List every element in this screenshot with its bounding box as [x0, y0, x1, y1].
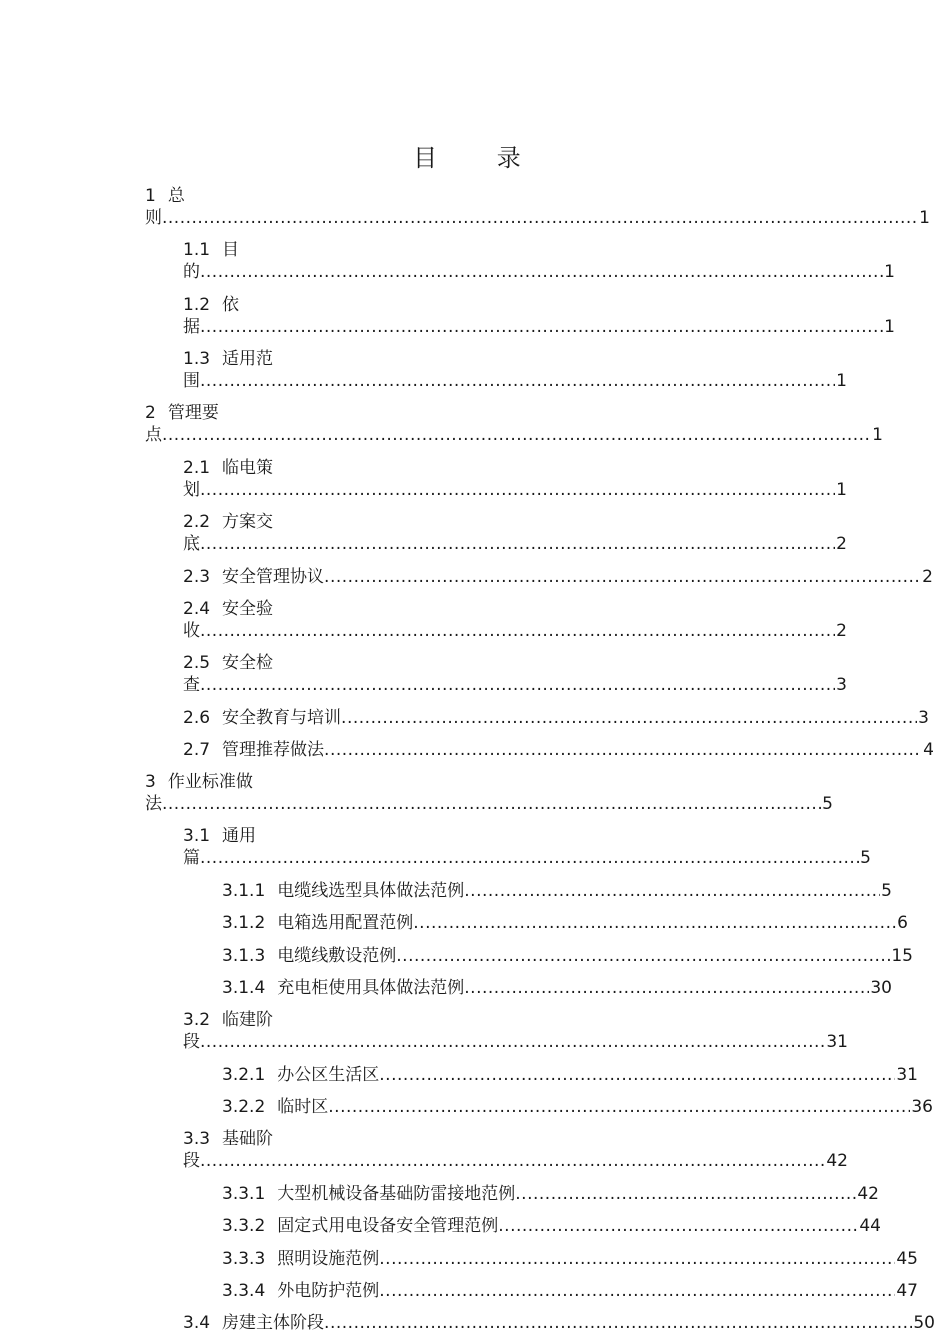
toc-entry-title: 通用	[222, 826, 257, 846]
toc-entry-title-cont: 点	[145, 425, 162, 445]
toc-entry-page: 5	[822, 794, 833, 814]
toc-entry-number: 2.4	[183, 599, 211, 619]
toc-entry-title-cont: 据	[183, 317, 200, 337]
toc-entry-title-cont: 查	[183, 675, 200, 695]
toc-entry-page: 5	[881, 881, 892, 901]
toc-entry-3-3-2[interactable]	[222, 1215, 881, 1237]
toc-entry-3-2-2[interactable]	[222, 1096, 933, 1118]
dot-leader	[162, 207, 918, 229]
toc-entry-page: 1	[919, 208, 930, 228]
toc-entry-2-6[interactable]	[183, 707, 929, 729]
dot-leader	[498, 1215, 858, 1237]
toc-entry-3-1-3[interactable]	[222, 945, 913, 967]
dot-leader	[464, 977, 869, 999]
toc-entry-1-2[interactable]	[183, 294, 895, 338]
toc-entry-page: 6	[897, 913, 908, 933]
dot-leader	[200, 620, 835, 642]
dot-leader	[200, 316, 883, 338]
toc-entry-title: 照明设施范例	[277, 1249, 380, 1269]
toc-entry-page: 31	[896, 1065, 918, 1085]
toc-entry-number: 3.3.4	[222, 1281, 266, 1301]
dot-leader	[515, 1183, 856, 1205]
toc-entry-title: 总	[167, 186, 185, 206]
toc-entry-3-1-4[interactable]	[222, 977, 892, 999]
toc-entry-title: 管理推荐做法	[222, 740, 325, 760]
toc-entry-number: 3.3.2	[222, 1216, 266, 1236]
toc-entry-title: 办公区生活区	[277, 1065, 380, 1085]
toc-entry-title-cont: 围	[183, 371, 200, 391]
toc-entry-title: 大型机械设备基础防雷接地范例	[277, 1184, 516, 1204]
toc-entry-number: 2.6	[183, 708, 211, 728]
toc-entry-number: 3.1	[183, 826, 211, 846]
toc-entry-number: 2.2	[183, 512, 211, 532]
toc-entry-1[interactable]	[145, 185, 930, 229]
toc-entry-title: 电箱选用配置范例	[277, 913, 414, 933]
toc-entry-title: 安全管理协议	[222, 567, 325, 587]
toc-entry-title: 临电策	[222, 458, 274, 478]
toc-title: 目 录	[413, 144, 547, 172]
toc-entry-title: 适用范	[222, 349, 274, 369]
dot-leader	[162, 793, 821, 815]
dot-leader	[162, 424, 871, 446]
toc-entry-2-4[interactable]	[183, 598, 847, 642]
toc-entry-2-1[interactable]	[183, 457, 847, 501]
toc-entry-title: 临时区	[277, 1097, 329, 1117]
toc-entry-page: 2	[836, 534, 847, 554]
toc-entry-3-3-1[interactable]	[222, 1183, 879, 1205]
toc-entry-title: 房建主体阶段	[222, 1313, 325, 1333]
toc-entry-page: 50	[913, 1313, 935, 1333]
toc-entry-number: 3.2.2	[222, 1097, 266, 1117]
dot-leader	[379, 1064, 895, 1086]
toc-entry-title-cont: 底	[183, 534, 200, 554]
toc-entry-title: 安全验	[222, 599, 274, 619]
toc-entry-number: 3	[145, 772, 156, 792]
toc-entry-title: 安全检	[222, 653, 274, 673]
dot-leader	[324, 566, 921, 588]
toc-entry-number: 2.5	[183, 653, 211, 673]
toc-entry-number: 3.1.1	[222, 881, 266, 901]
toc-entry-number: 3.1.4	[222, 978, 266, 998]
dot-leader	[396, 945, 890, 967]
toc-entry-number: 3.3.3	[222, 1249, 266, 1269]
toc-entry-3-1-1[interactable]	[222, 880, 892, 902]
dot-leader	[200, 847, 859, 869]
toc-entry-title: 方案交	[222, 512, 274, 532]
toc-entry-2-7[interactable]	[183, 739, 934, 761]
toc-entry-3-1-2[interactable]	[222, 912, 908, 934]
toc-entry-3-4[interactable]	[183, 1312, 935, 1334]
dot-leader	[200, 533, 835, 555]
dot-leader	[341, 707, 917, 729]
toc-entry-page: 1	[872, 425, 883, 445]
toc-entry-title-cont: 划	[183, 480, 200, 500]
toc-entry-title-cont: 段	[183, 1032, 200, 1052]
toc-entry-title: 安全教育与培训	[222, 708, 342, 728]
toc-entry-3-3-3[interactable]	[222, 1248, 918, 1270]
toc-entry-number: 3.1.3	[222, 946, 266, 966]
dot-leader	[200, 261, 883, 283]
toc-entry-title: 电缆线敷设范例	[277, 946, 397, 966]
dot-leader	[328, 1096, 910, 1118]
dot-leader	[379, 1248, 895, 1270]
toc-entry-1-3[interactable]	[183, 348, 847, 392]
toc-entry-number: 3.1.2	[222, 913, 266, 933]
toc-entry-title: 管理要	[167, 403, 219, 423]
toc-entry-title-cont: 篇	[183, 848, 200, 868]
toc-entry-3-3-4[interactable]	[222, 1280, 918, 1302]
toc-entry-number: 1.1	[183, 240, 211, 260]
toc-entry-title-cont: 法	[145, 794, 162, 814]
toc-entry-page: 1	[836, 371, 847, 391]
toc-entry-page: 4	[923, 740, 934, 760]
dot-leader	[413, 912, 896, 934]
toc-entry-3-2-1[interactable]	[222, 1064, 918, 1086]
toc-entry-page: 1	[884, 317, 895, 337]
dot-leader	[324, 1312, 912, 1334]
dot-leader	[200, 370, 835, 392]
toc-entry-title: 电缆线选型具体做法范例	[277, 881, 465, 901]
toc-entry-page: 30	[870, 978, 892, 998]
toc-entry-page: 44	[859, 1216, 881, 1236]
toc-entry-page: 1	[884, 262, 895, 282]
toc-entry-2-5[interactable]	[183, 652, 847, 696]
toc-entry-2[interactable]	[145, 402, 883, 446]
toc-entry-title-cont: 的	[183, 262, 200, 282]
toc-entry-page: 2	[922, 567, 933, 587]
toc-entry-number: 2	[145, 403, 156, 423]
dot-leader	[200, 479, 835, 501]
toc-entry-title-cont: 段	[183, 1151, 200, 1171]
toc-entry-page: 5	[860, 848, 871, 868]
toc-entry-title: 临建阶	[222, 1010, 274, 1030]
toc-entry-number: 2.3	[183, 567, 211, 587]
toc-entry-number: 2.1	[183, 458, 211, 478]
dot-leader	[379, 1280, 895, 1302]
dot-leader	[324, 739, 922, 761]
dot-leader	[464, 880, 880, 902]
toc-entry-number: 1	[145, 186, 156, 206]
dot-leader	[200, 674, 835, 696]
dot-leader	[200, 1031, 825, 1053]
toc-entry-page: 36	[911, 1097, 933, 1117]
toc-entry-page: 1	[836, 480, 847, 500]
toc-entry-3-1[interactable]	[183, 825, 871, 869]
toc-entry-page: 42	[857, 1184, 879, 1204]
toc-entry-3[interactable]	[145, 771, 833, 815]
toc-entry-title: 基础阶	[222, 1129, 274, 1149]
toc-entry-3-3[interactable]	[183, 1128, 848, 1172]
toc-entry-title: 依	[222, 295, 240, 315]
toc-entry-page: 45	[896, 1249, 918, 1269]
toc-entry-title-cont: 收	[183, 621, 200, 641]
toc-entry-number: 3.2.1	[222, 1065, 266, 1085]
toc-entry-number: 2.7	[183, 740, 211, 760]
toc-entry-2-2[interactable]	[183, 511, 847, 555]
toc-entry-number: 3.4	[183, 1313, 211, 1333]
toc-entry-page: 3	[836, 675, 847, 695]
toc-entry-number: 1.3	[183, 349, 211, 369]
toc-entry-2-3[interactable]	[183, 566, 933, 588]
toc-entry-title: 固定式用电设备安全管理范例	[277, 1216, 499, 1236]
toc-entry-number: 3.3	[183, 1129, 211, 1149]
toc-entry-page: 3	[918, 708, 929, 728]
toc-entry-title: 充电柜使用具体做法范例	[277, 978, 465, 998]
toc-entry-3-2[interactable]	[183, 1009, 848, 1053]
toc-entry-page: 15	[891, 946, 913, 966]
toc-entry-title: 作业标准做	[167, 772, 253, 792]
toc-entry-1-1[interactable]	[183, 239, 895, 283]
toc-entry-page: 47	[896, 1281, 918, 1301]
toc-entry-title: 目	[222, 240, 240, 260]
toc-entry-title: 外电防护范例	[277, 1281, 380, 1301]
toc-entry-page: 31	[826, 1032, 848, 1052]
dot-leader	[200, 1150, 825, 1172]
toc-entry-title-cont: 则	[145, 208, 162, 228]
toc-entry-number: 3.2	[183, 1010, 211, 1030]
toc-entry-page: 2	[836, 621, 847, 641]
toc-entry-page: 42	[826, 1151, 848, 1171]
toc-entry-number: 3.3.1	[222, 1184, 266, 1204]
toc-entry-number: 1.2	[183, 295, 211, 315]
